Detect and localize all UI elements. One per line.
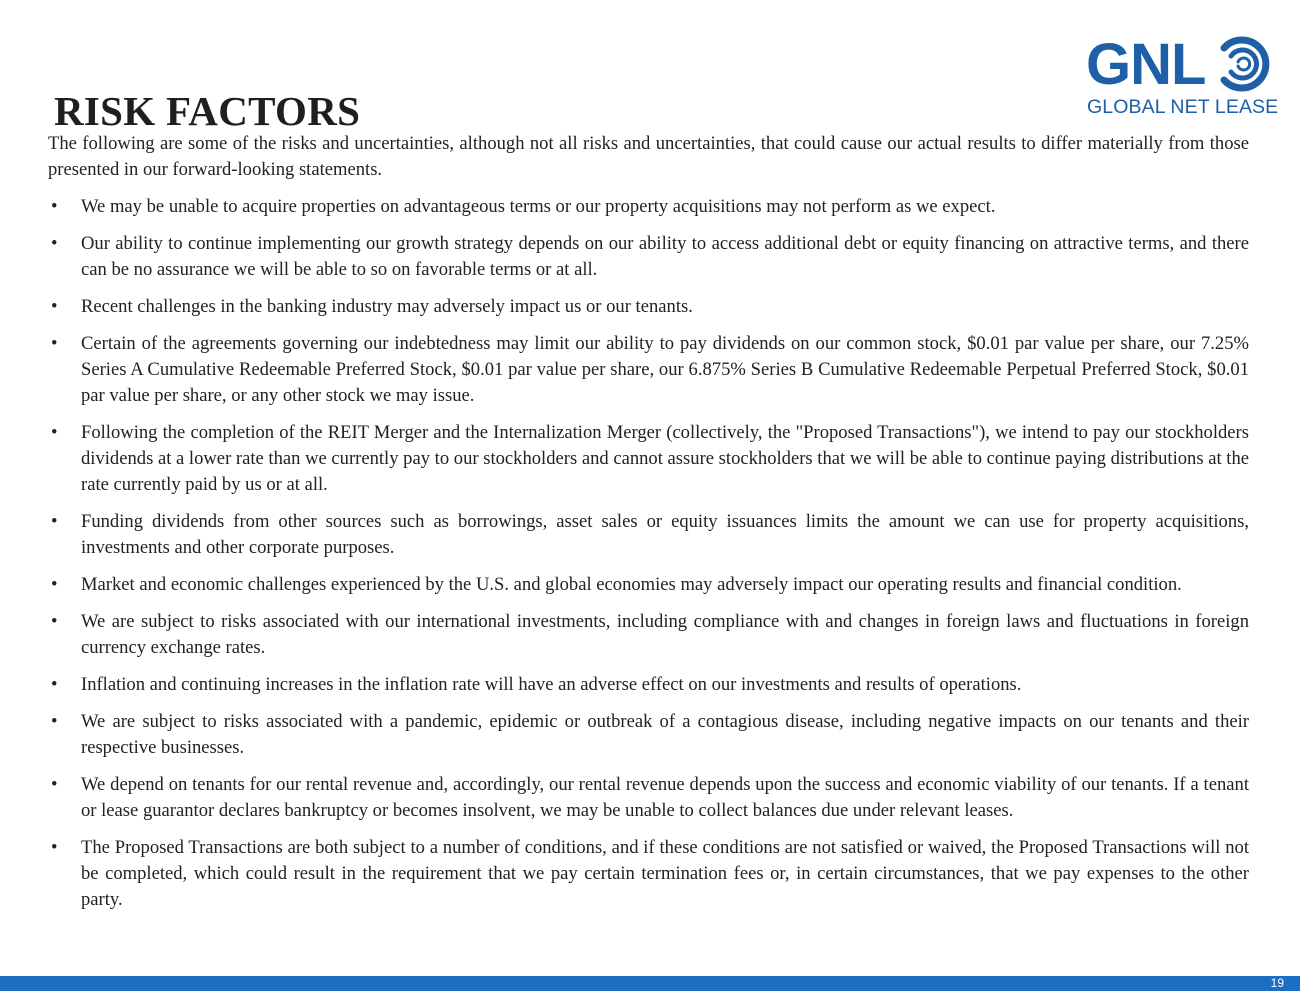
risk-text: We are subject to risks associated with our international investments, including compliance with and changes in foreign laws and fluctuations in foreign currency exchange rates. bbox=[81, 611, 1249, 658]
risk-item bbox=[48, 772, 1249, 824]
risk-item bbox=[48, 231, 1249, 283]
risk-item bbox=[48, 672, 1249, 698]
risk-text: We are subject to risks associated with a pandemic, epidemic or outbreak of a contagious disease, including negative impacts on our tenants and their respective businesses. bbox=[81, 711, 1249, 758]
risk-item bbox=[48, 572, 1249, 598]
bullet-icon: • bbox=[51, 511, 58, 532]
page-title: RISK FACTORS bbox=[54, 88, 361, 135]
footer-bar bbox=[0, 976, 1300, 991]
risk-item bbox=[48, 835, 1249, 913]
risk-item bbox=[48, 294, 1249, 320]
page-number: 19 bbox=[1270, 976, 1284, 990]
risk-text: We depend on tenants for our rental revenue and, accordingly, our rental revenue depends upon the success and economic viability of our tenants. If a tenant or lease guarantor declares bankruptcy or becomes insolvent, we may be unable to collect balances due under relevant leases. bbox=[81, 774, 1249, 821]
bullet-icon: • bbox=[51, 333, 58, 354]
bullet-icon: • bbox=[51, 296, 58, 317]
bullet-icon: • bbox=[51, 611, 58, 632]
risk-list bbox=[48, 194, 1249, 913]
company-logo bbox=[1086, 32, 1279, 122]
risk-text: We may be unable to acquire properties on advantageous terms or our property acquisitions may not perform as we expect. bbox=[81, 196, 996, 217]
swirl-logo-icon bbox=[1214, 36, 1270, 92]
risk-item bbox=[48, 420, 1249, 498]
risk-text: The Proposed Transactions are both subject to a number of conditions, and if these conditions are not satisfied or waived, the Proposed Transactions will not be completed, which could result in the requirement that we pay certain termination fees or, in certain circumstances, that we pay expenses to the other party. bbox=[81, 837, 1249, 910]
risk-text: Funding dividends from other sources such as borrowings, asset sales or equity issuances limits the amount we can use for property acquisitions, investments and other corporate purposes. bbox=[81, 511, 1249, 558]
risk-item bbox=[48, 331, 1249, 409]
risk-item bbox=[48, 609, 1249, 661]
bullet-icon: • bbox=[51, 774, 58, 795]
risk-text: Our ability to continue implementing our growth strategy depends on our ability to access additional debt or equity financing on attractive terms, and there can be no assurance we will be able to so on favorable terms or at all. bbox=[81, 233, 1249, 280]
risk-text: Recent challenges in the banking industry may adversely impact us or our tenants. bbox=[81, 296, 693, 317]
bullet-icon: • bbox=[51, 837, 58, 858]
risk-text: Market and economic challenges experienced by the U.S. and global economies may adversely impact our operating results and financial condition. bbox=[81, 574, 1182, 595]
bullet-icon: • bbox=[51, 711, 58, 732]
intro-paragraph: The following are some of the risks and uncertainties, although not all risks and uncertainties, that could cause our actual results to differ materially from those presented in our forward-looking statements. bbox=[48, 133, 1249, 180]
risk-item bbox=[48, 194, 1249, 220]
risk-item bbox=[48, 509, 1249, 561]
risk-factors-content bbox=[48, 131, 1249, 924]
risk-text: Following the completion of the REIT Merger and the Internalization Merger (collectively, the "Proposed Transactions"), we intend to pay our stockholders dividends at a lower rate than we currently pay to our stockholders and cannot assure stockholders that we will be able to continue paying distributions at the rate currently paid by us or at all. bbox=[81, 422, 1249, 495]
logo-subtitle: GLOBAL NET LEASE bbox=[1087, 96, 1279, 118]
bullet-icon: • bbox=[51, 196, 58, 217]
bullet-icon: • bbox=[51, 574, 58, 595]
risk-text: Inflation and continuing increases in the inflation rate will have an adverse effect on our investments and results of operations. bbox=[81, 674, 1022, 695]
bullet-icon: • bbox=[51, 233, 58, 254]
bullet-icon: • bbox=[51, 674, 58, 695]
risk-item bbox=[48, 709, 1249, 761]
logo-wordmark: GNL bbox=[1086, 32, 1206, 97]
bullet-icon: • bbox=[51, 422, 58, 443]
risk-text: Certain of the agreements governing our indebtedness may limit our ability to pay dividends on our common stock, $0.01 par value per share, our 7.25% Series A Cumulative Redeemable Preferred Stock, $0.01 par value per share, our 6.875% Series B Cumulative Redeemable Perpetual Preferred Stock, $0.01 par value per share, or any other stock we may issue. bbox=[81, 333, 1249, 406]
